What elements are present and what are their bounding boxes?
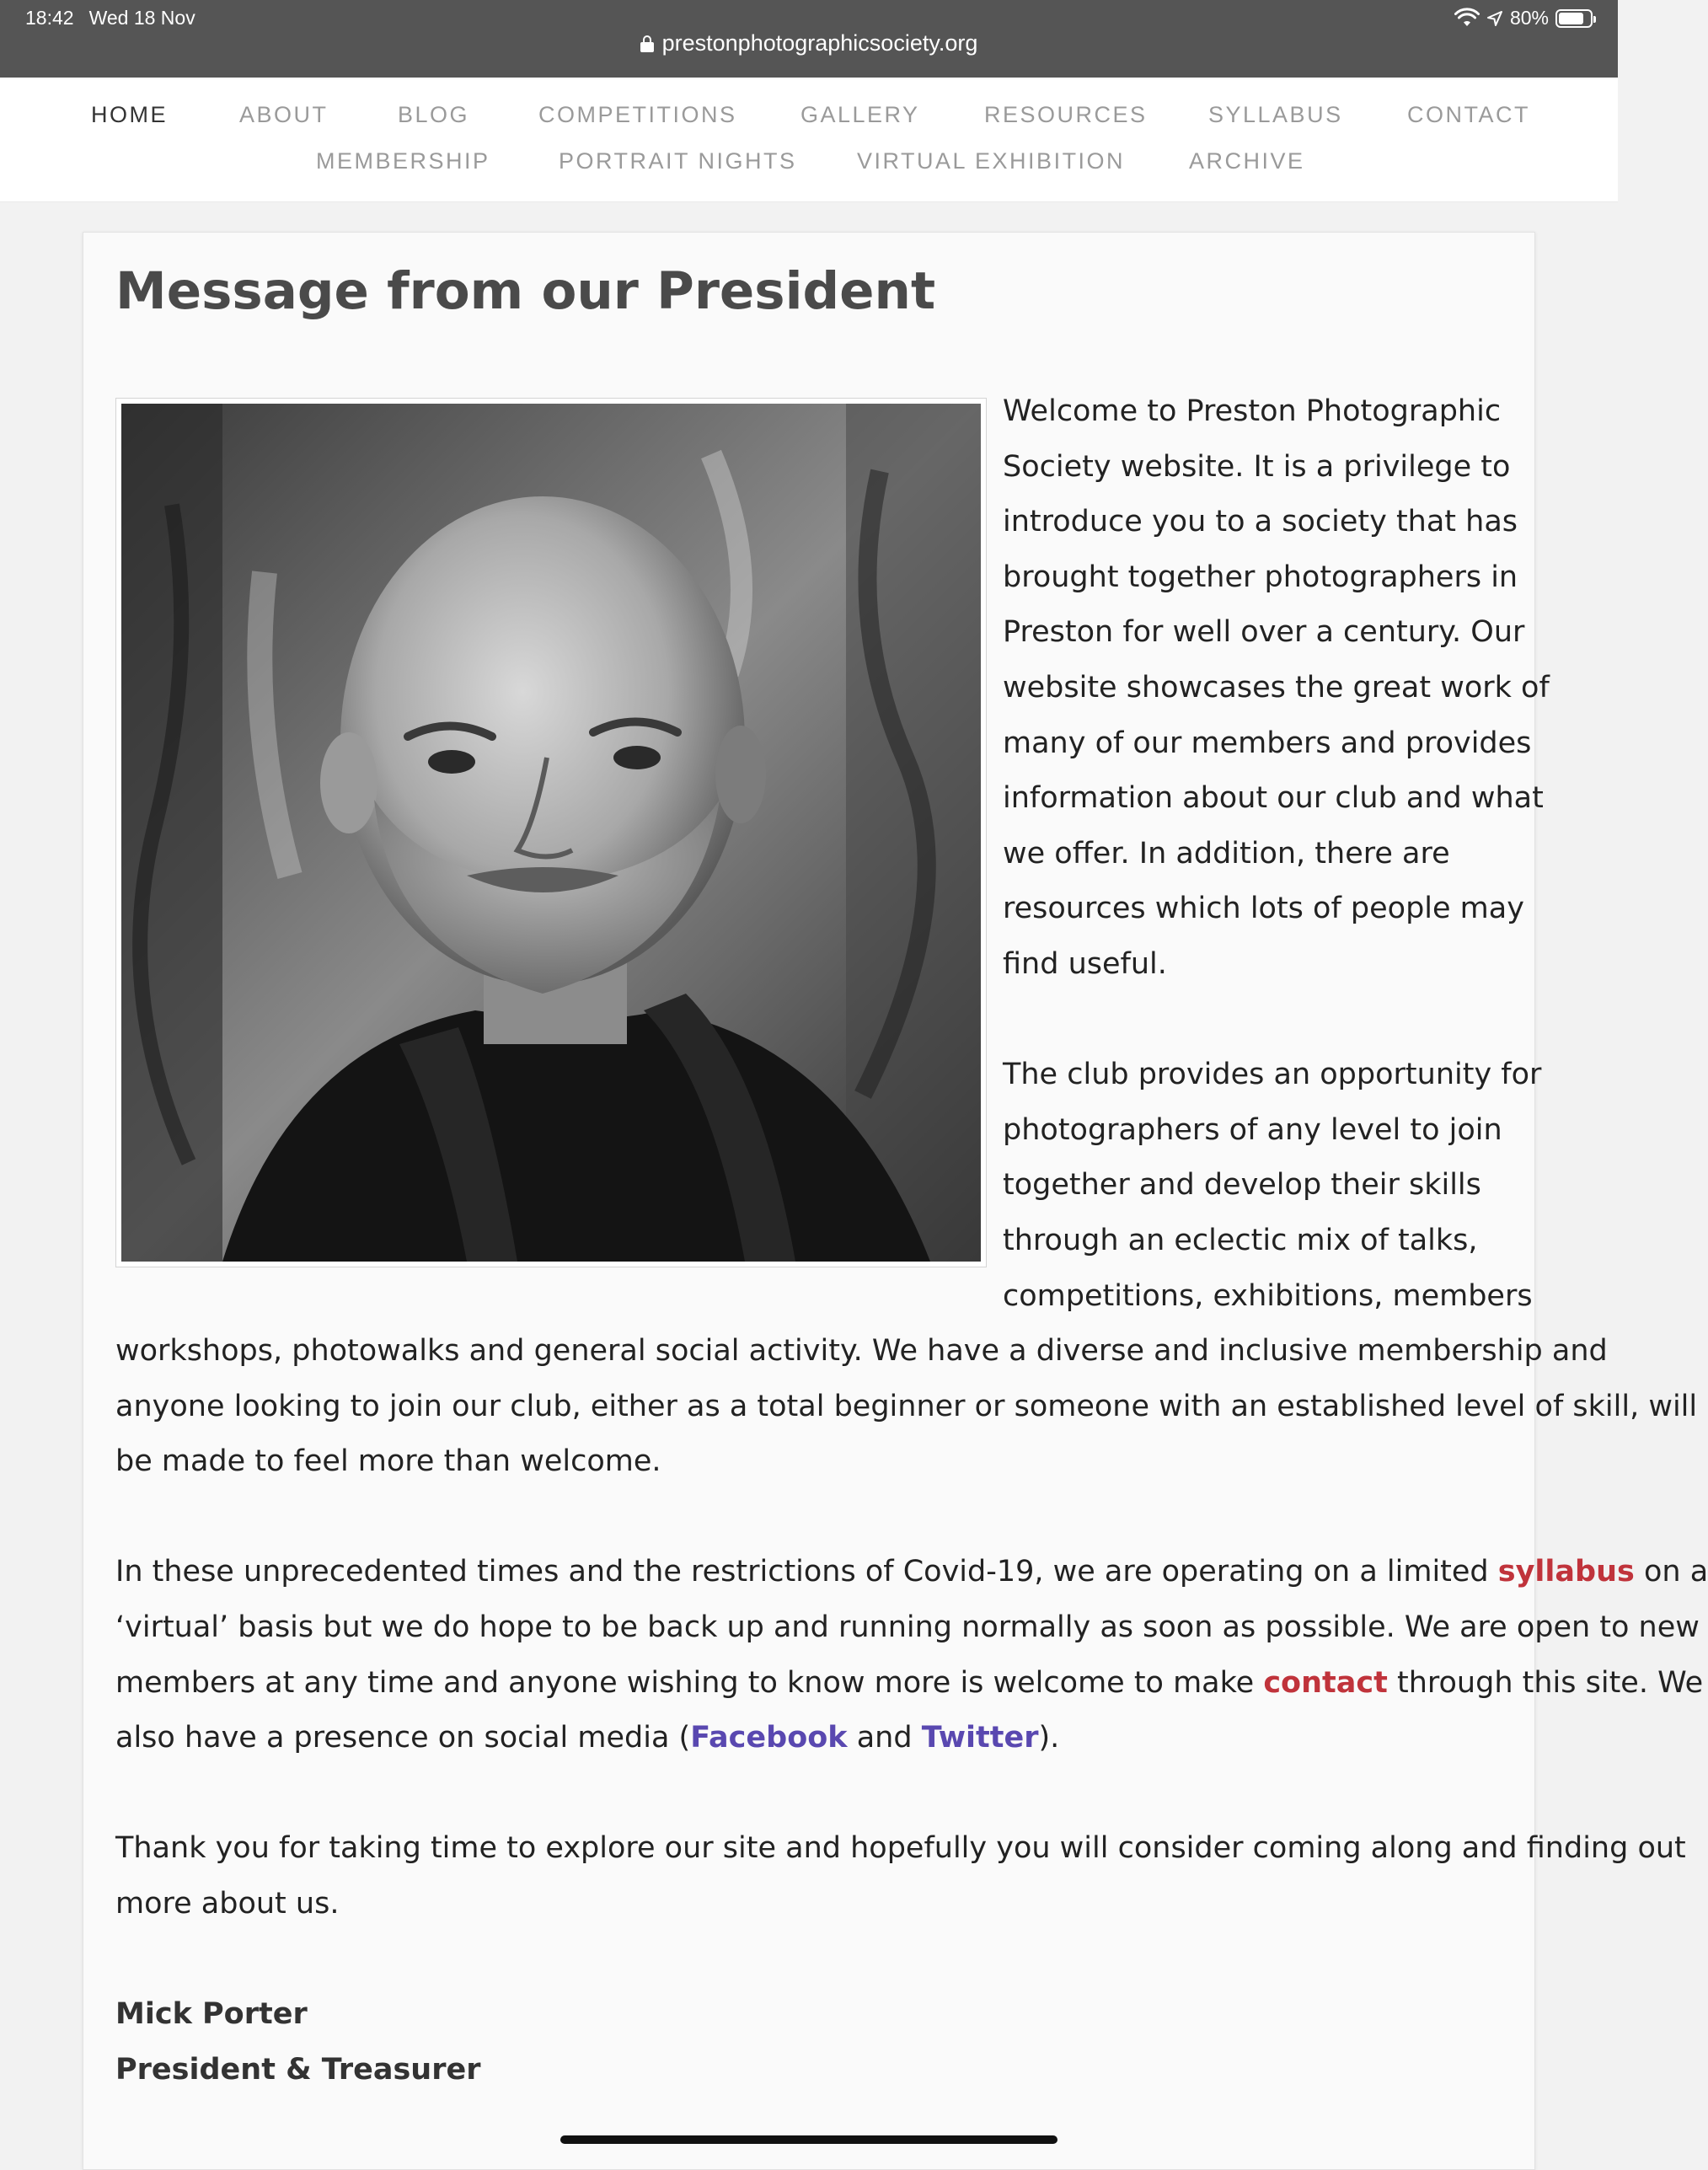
text-line: resources which lots of people may	[1003, 892, 1524, 926]
paragraph-gap	[115, 1490, 1514, 1546]
nav-syllabus[interactable]: SYLLABUS	[1208, 102, 1343, 127]
battery-icon	[1555, 9, 1593, 28]
nav-virtual-exhibition[interactable]: VIRTUAL EXHIBITION	[857, 148, 1126, 174]
text-line: more about us.	[115, 1886, 340, 1921]
text-line: photographers of any level to join	[1003, 1112, 1502, 1147]
paragraph-gap	[115, 1932, 1514, 1988]
nav-gallery[interactable]: GALLERY	[800, 102, 920, 127]
page-title: Message from our President	[115, 261, 936, 321]
president-photo	[121, 404, 981, 1262]
text-line	[115, 1711, 1514, 1766]
nav-resources[interactable]: RESOURCES	[984, 102, 1148, 127]
location-icon	[1486, 10, 1503, 27]
status-indicators	[1454, 7, 1593, 29]
url-text: prestonphotographicsociety.org	[661, 30, 978, 56]
signature-role: President & Treasurer	[115, 2052, 481, 2087]
text-span: through this site. We	[1387, 1665, 1704, 1700]
signature-name: Mick Porter	[115, 1997, 308, 2032]
text-span: also have a presence on social media (	[115, 1721, 691, 1755]
text-line: website showcases the great work of	[1003, 670, 1550, 705]
twitter-link[interactable]: Twitter	[921, 1721, 1039, 1755]
address-bar[interactable]	[0, 30, 1618, 56]
text-line: ‘virtual’ basis but we do hope to be back up and running normally as soon as possible. We are open to new	[115, 1610, 1700, 1644]
text-line: together and develop their skills	[1003, 1168, 1481, 1203]
nav-membership[interactable]: MEMBERSHIP	[316, 148, 490, 174]
text-line: competitions, exhibitions, members	[1003, 1278, 1533, 1313]
main-navigation	[0, 78, 1618, 202]
paragraph-gap	[1003, 993, 1508, 1048]
nav-archive[interactable]: ARCHIVE	[1189, 148, 1305, 174]
facebook-link[interactable]: Facebook	[690, 1721, 848, 1755]
text-span: and	[847, 1721, 922, 1755]
text-line: Thank you for taking time to explore our site and hopefully you will consider coming along and finding out	[115, 1831, 1686, 1866]
nav-portrait-nights[interactable]: PORTRAIT NIGHTS	[559, 148, 797, 174]
nav-contact[interactable]: CONTACT	[1407, 102, 1530, 127]
browser-status-bar	[0, 0, 1618, 78]
status-time: 18:42	[25, 7, 74, 29]
text-line: introduce you to a society that has	[1003, 505, 1518, 539]
text-line: find useful.	[1003, 946, 1167, 981]
text-line: workshops, photowalks and general social activity. We have a diverse and inclusive membership and	[115, 1334, 1608, 1368]
wifi-icon	[1454, 9, 1480, 28]
text-line: through an eclectic mix of talks,	[1003, 1223, 1478, 1257]
text-line: be made to feel more than welcome.	[115, 1444, 661, 1479]
nav-blog[interactable]: BLOG	[398, 102, 470, 127]
text-line: Preston for well over a century. Our	[1003, 615, 1525, 650]
battery-percent: 80%	[1509, 7, 1549, 29]
text-line: we offer. In addition, there are	[1003, 836, 1450, 871]
battery-level-fill	[1559, 13, 1583, 24]
text-span: on a	[1634, 1555, 1708, 1589]
text-line: Society website. It is a privilege to	[1003, 449, 1511, 484]
text-line	[115, 1545, 1708, 1600]
text-line	[115, 1656, 1704, 1712]
contact-link[interactable]: contact	[1263, 1665, 1388, 1700]
text-line: many of our members and provides	[1003, 726, 1532, 760]
text-span: In these unprecedented times and the restrictions of Covid-19, we are operating on a limited	[115, 1555, 1498, 1589]
status-clock	[25, 7, 195, 29]
text-span: members at any time and anyone wishing to know more is welcome to make	[115, 1665, 1264, 1700]
nav-competitions[interactable]: COMPETITIONS	[538, 102, 737, 127]
text-line: brought together photographers in	[1003, 560, 1518, 594]
status-date: Wed 18 Nov	[88, 7, 195, 29]
nav-home[interactable]: HOME	[91, 102, 168, 127]
text-line: information about our club and what	[1003, 781, 1544, 816]
text-line: Welcome to Preston Photographic	[1003, 394, 1502, 428]
president-photo-frame	[115, 398, 987, 1267]
home-indicator[interactable]	[560, 2135, 1057, 2144]
paragraph-gap	[115, 1766, 1514, 1822]
battery-tip	[1593, 16, 1596, 23]
text-line: anyone looking to join our club, either as a total beginner or someone with an established level of skill, will	[115, 1389, 1698, 1423]
nav-about[interactable]: ABOUT	[239, 102, 329, 127]
text-span: ).	[1038, 1721, 1060, 1755]
syllabus-link[interactable]: syllabus	[1497, 1555, 1635, 1589]
body-text	[115, 1324, 1708, 2098]
text-line: The club provides an opportunity for	[1003, 1058, 1542, 1092]
lock-icon	[640, 35, 654, 52]
intro-text-wrapped	[1003, 384, 1550, 1324]
